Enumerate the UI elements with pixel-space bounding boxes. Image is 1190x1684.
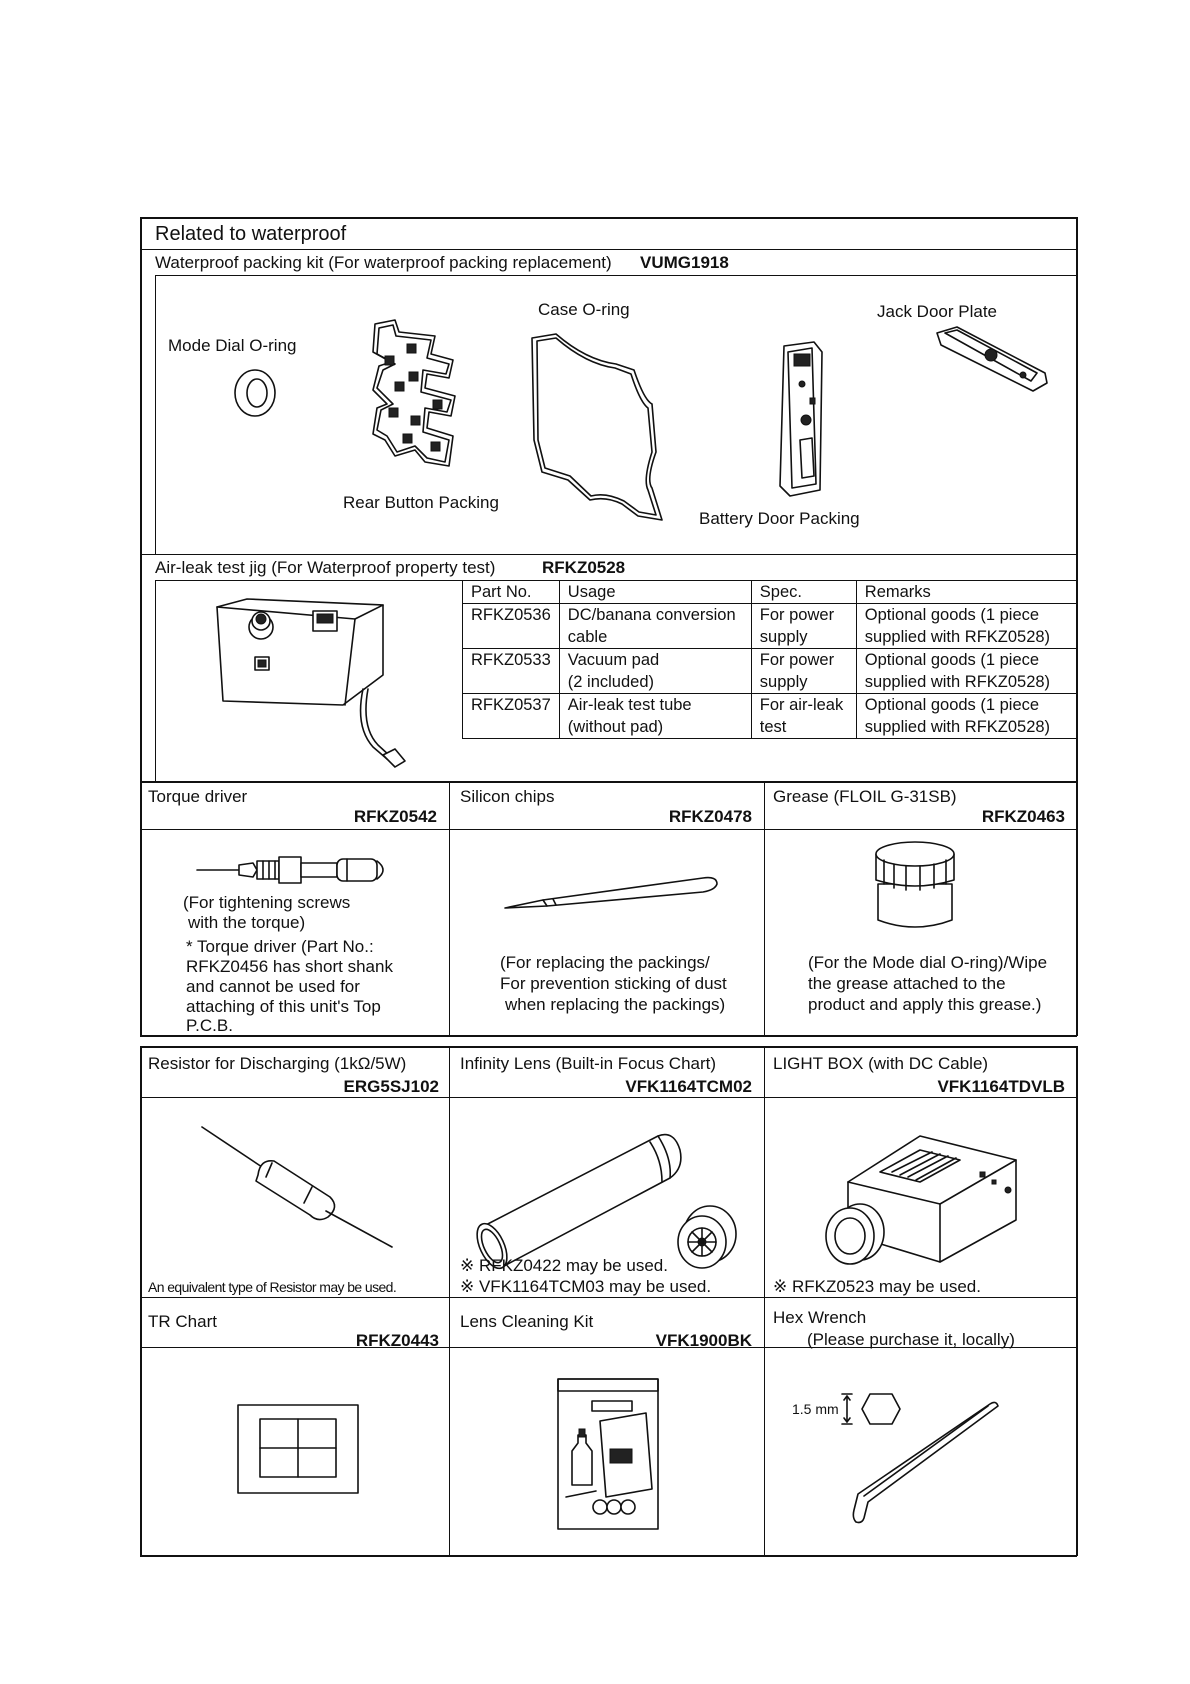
jack-door-label: Jack Door Plate — [877, 302, 997, 321]
light-box-part: VFK1164TDVLB — [937, 1077, 1065, 1096]
case-oring-drawing — [526, 330, 671, 525]
torque-note-1: (For tightening screws — [183, 893, 351, 912]
remarks-line: supplied with RFKZ0528) — [864, 718, 1051, 736]
tr-chart-drawing — [236, 1403, 361, 1495]
torque-note-2: with the torque) — [188, 913, 306, 932]
usage-line: cable — [567, 628, 608, 646]
silicon-note-3: when replacing the packings) — [505, 995, 726, 1014]
infinity-note-1: ※ RFKZ0422 may be used. — [460, 1256, 668, 1275]
table-header-cell: Remarks — [856, 581, 1076, 604]
jack-door-plate-drawing — [933, 325, 1053, 400]
hex-wrench-note: (Please purchase it, locally) — [807, 1330, 1015, 1349]
table-cell-part: RFKZ0536 — [463, 604, 560, 649]
usage-line: (2 included) — [567, 673, 655, 691]
spec-line: test — [759, 718, 787, 736]
light-box-drawing — [820, 1120, 1020, 1270]
hex-wrench-name: Hex Wrench — [773, 1308, 867, 1327]
torque-note-3: * Torque driver (Part No.: — [186, 937, 374, 956]
torque-driver-drawing — [197, 855, 392, 885]
table-cell-usage — [559, 694, 751, 739]
lens-cleaning-kit-part: VFK1900BK — [655, 1331, 752, 1350]
rear-button-packing-drawing — [365, 316, 470, 476]
grease-name: Grease (FLOIL G-31SB) — [773, 787, 957, 806]
grease-note-3: product and apply this grease.) — [808, 995, 1042, 1014]
table-row — [463, 604, 1077, 649]
tr-chart-part: RFKZ0443 — [355, 1331, 439, 1350]
case-oring-label: Case O-ring — [538, 300, 630, 319]
spec-line: For power — [759, 651, 835, 669]
remarks-line: supplied with RFKZ0528) — [864, 628, 1051, 646]
battery-door-packing-drawing — [770, 340, 830, 500]
silicon-note-1: (For replacing the packings/ — [500, 953, 710, 972]
jig-parts-table — [462, 580, 1077, 739]
grease-note-2: the grease attached to the — [808, 974, 1006, 993]
remarks-line: Optional goods (1 piece — [864, 696, 1040, 714]
torque-note-5: and cannot be used for — [186, 977, 360, 996]
table-cell-remarks — [856, 649, 1076, 694]
table-cell-remarks — [856, 604, 1076, 649]
resistor-part: ERG5SJ102 — [343, 1077, 439, 1096]
table-cell-part: RFKZ0537 — [463, 694, 560, 739]
section-title: Related to waterproof — [155, 223, 347, 245]
jig-part-number: RFKZ0528 — [542, 558, 626, 577]
spec-line: supply — [759, 628, 808, 646]
kit-part-number: VUMG1918 — [640, 253, 729, 272]
silicon-note-2: For prevention sticking of dust — [500, 974, 727, 993]
torque-driver-name: Torque driver — [148, 787, 248, 806]
resistor-name: Resistor for Discharging (1kΩ/5W) — [148, 1054, 407, 1073]
silicon-chips-part: RFKZ0478 — [668, 807, 752, 826]
remarks-line: supplied with RFKZ0528) — [864, 673, 1051, 691]
resistor-drawing — [200, 1125, 400, 1250]
usage-line: (without pad) — [567, 718, 664, 736]
table-cell-usage — [559, 604, 751, 649]
light-box-note: ※ RFKZ0523 may be used. — [773, 1277, 981, 1296]
table-header-cell: Usage — [559, 581, 751, 604]
lens-cleaning-kit-name: Lens Cleaning Kit — [460, 1312, 594, 1331]
torque-note-7: P.C.B. — [186, 1016, 233, 1035]
battery-door-label: Battery Door Packing — [699, 509, 860, 528]
infinity-note-2: ※ VFK1164TCM03 may be used. — [460, 1277, 712, 1296]
table-cell-part: RFKZ0533 — [463, 649, 560, 694]
usage-line: DC/banana conversion — [567, 606, 736, 624]
torque-note-4: RFKZ0456 has short shank — [186, 957, 393, 976]
table-header-row — [463, 581, 1077, 604]
spec-line: For power — [759, 606, 835, 624]
air-leak-jig-drawing — [215, 597, 415, 777]
table-cell-usage — [559, 649, 751, 694]
jig-label: Air-leak test jig (For Waterproof property test) — [155, 558, 496, 577]
tr-chart-name: TR Chart — [148, 1312, 217, 1331]
table-cell-spec — [751, 604, 856, 649]
table-header-cell: Part No. — [463, 581, 560, 604]
mode-dial-oring-drawing — [233, 368, 278, 418]
usage-line: Air-leak test tube — [567, 696, 692, 714]
mode-dial-label: Mode Dial O-ring — [168, 336, 297, 355]
torque-driver-part: RFKZ0542 — [353, 807, 437, 826]
rear-button-label: Rear Button Packing — [343, 493, 499, 512]
table-row — [463, 649, 1077, 694]
infinity-lens-part: VFK1164TCM02 — [625, 1077, 752, 1096]
grease-jar-drawing — [870, 840, 960, 930]
resistor-note: An equivalent type of Resistor may be used. — [148, 1279, 397, 1295]
kit-label: Waterproof packing kit (For waterproof packing replacement) — [155, 253, 612, 272]
table-header-cell: Spec. — [751, 581, 856, 604]
spec-line: For air-leak — [759, 696, 844, 714]
table-cell-spec — [751, 649, 856, 694]
hex-wrench-drawing — [840, 1390, 1005, 1525]
lens-cleaning-kit-drawing — [556, 1377, 661, 1532]
table-cell-remarks — [856, 694, 1076, 739]
light-box-name: LIGHT BOX (with DC Cable) — [773, 1054, 989, 1073]
table-row — [463, 694, 1077, 739]
torque-note-6: attaching of this unit's Top — [186, 997, 381, 1016]
remarks-line: Optional goods (1 piece — [864, 606, 1040, 624]
spec-line: supply — [759, 673, 808, 691]
usage-line: Vacuum pad — [567, 651, 660, 669]
silicon-chips-tool-drawing — [503, 872, 723, 912]
grease-part: RFKZ0463 — [981, 807, 1065, 826]
silicon-chips-name: Silicon chips — [460, 787, 555, 806]
infinity-lens-name: Infinity Lens (Built-in Focus Chart) — [460, 1054, 717, 1073]
remarks-line: Optional goods (1 piece — [864, 651, 1040, 669]
grease-note-1: (For the Mode dial O-ring)/Wipe — [808, 953, 1048, 972]
hex-size-label: 1.5 mm — [792, 1401, 839, 1417]
table-cell-spec — [751, 694, 856, 739]
